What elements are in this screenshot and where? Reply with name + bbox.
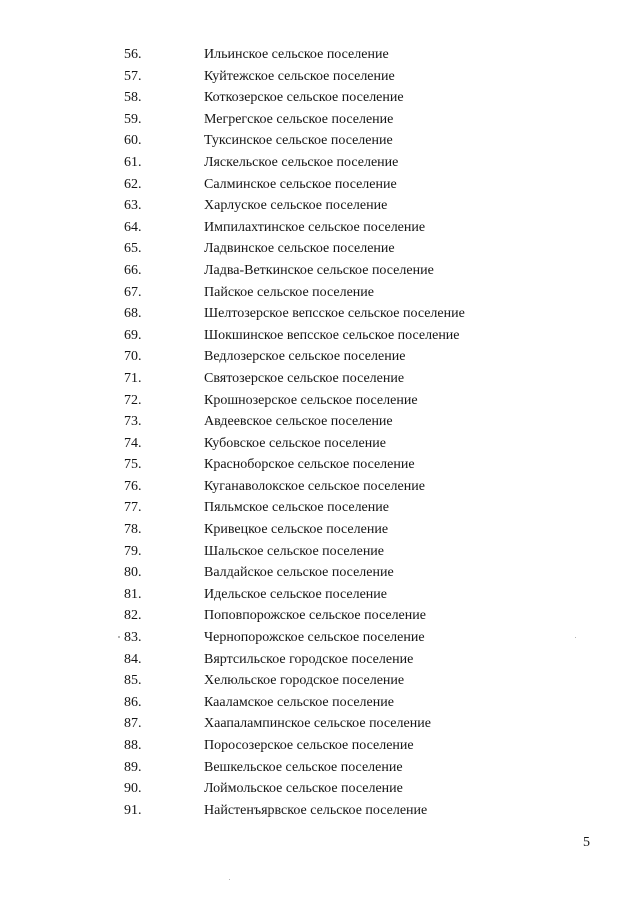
list-item [0, 195, 640, 217]
settlement-name: Кааламское сельское поселение [204, 694, 394, 710]
item-number: 66. [124, 262, 142, 278]
item-number: 57. [124, 68, 142, 84]
list-item [0, 476, 640, 498]
list-item [0, 130, 640, 152]
item-number: 80. [124, 565, 142, 581]
settlement-name: Ладва-Веткинское сельское поселение [204, 262, 434, 278]
settlement-name: Ильинское сельское поселение [204, 47, 389, 62]
list-item [0, 519, 640, 541]
scan-speck [575, 637, 576, 638]
list-item [0, 152, 640, 174]
item-number: 81. [124, 586, 142, 602]
settlement-name: Хелюльское городское поселение [204, 673, 405, 689]
item-number: 63. [124, 198, 142, 214]
item-number: 79. [124, 543, 142, 559]
settlement-name: Пайское сельское поселение [204, 284, 375, 300]
item-number: 82. [124, 608, 142, 624]
list-item [0, 497, 640, 519]
list-item [0, 282, 640, 304]
item-number: 73. [124, 414, 142, 430]
list-item [0, 757, 640, 779]
list-item [0, 735, 640, 757]
item-number: 90. [124, 781, 142, 797]
item-number: 65. [124, 241, 142, 257]
list-item [0, 692, 640, 714]
item-number: 74. [124, 435, 142, 451]
list-item [0, 390, 640, 412]
settlement-name: Вешкельское сельское поселение [204, 759, 403, 775]
settlement-name: Красноборское сельское поселение [204, 457, 415, 473]
settlement-name: Коткозерское сельское поселение [204, 90, 404, 106]
settlement-name: Авдеевское сельское поселение [204, 414, 393, 430]
item-number: 72. [124, 392, 142, 408]
settlement-name: Найстенъярвское сельское поселение [204, 802, 428, 818]
item-number: 58. [124, 90, 142, 106]
settlement-name: Валдайское сельское поселение [204, 565, 394, 581]
list-item [0, 44, 640, 66]
list-item [0, 174, 640, 196]
settlement-name: Ведлозерское сельское поселение [204, 349, 406, 365]
settlement-name: Вяртсильское городское поселение [204, 651, 414, 667]
scan-speck [229, 879, 230, 880]
item-number: 60. [124, 133, 142, 149]
settlement-name: Поповпорожское сельское поселение [204, 608, 426, 624]
settlement-list [0, 44, 640, 821]
list-item [0, 217, 640, 239]
page-number: 5 [583, 835, 590, 850]
list-item [0, 238, 640, 260]
item-number: 64. [124, 219, 142, 235]
list-item [0, 778, 640, 800]
item-number: 67. [124, 284, 142, 300]
item-number: 86. [124, 694, 142, 710]
list-item [0, 454, 640, 476]
list-item [0, 713, 640, 735]
item-number: 87. [124, 716, 142, 732]
settlement-name: Шальское сельское поселение [204, 543, 385, 559]
item-number: 75. [124, 457, 142, 473]
settlement-name: Ляскельское сельское поселение [204, 154, 399, 170]
scan-speck [118, 636, 120, 638]
list-item [0, 670, 640, 692]
item-number: 69. [124, 327, 142, 343]
settlement-name: Идельское сельское поселение [204, 586, 388, 602]
settlement-name: Мегрегское сельское поселение [204, 111, 394, 127]
list-item [0, 325, 640, 347]
item-number: 70. [124, 349, 142, 365]
settlement-name: Лоймольское сельское поселение [204, 781, 403, 797]
settlement-name: Туксинское сельское поселение [204, 133, 393, 149]
list-item [0, 87, 640, 109]
settlement-name: Куйтежское сельское поселение [204, 68, 395, 84]
settlement-name: Шелтозерское вепсское сельское поселение [204, 306, 465, 322]
item-number: 61. [124, 154, 142, 170]
item-number: 85. [124, 673, 142, 689]
list-item [0, 411, 640, 433]
list-item [0, 605, 640, 627]
item-number: 88. [124, 738, 142, 753]
settlement-name: Шокшинское вепсское сельское поселение [204, 327, 460, 343]
settlement-name: Кубовское сельское поселение [204, 435, 386, 451]
list-item [0, 368, 640, 390]
item-number: 77. [124, 500, 142, 516]
settlement-name: Импилахтинское сельское поселение [204, 219, 426, 235]
settlement-name: Крошнозерское сельское поселение [204, 392, 418, 408]
settlement-name: Кривецкое сельское поселение [204, 522, 389, 538]
item-number: 78. [124, 522, 142, 538]
item-number: 71. [124, 370, 142, 386]
list-item [0, 303, 640, 325]
list-item [0, 541, 640, 563]
item-number: 89. [124, 759, 142, 775]
settlement-name: Куганаволокское сельское поселение [204, 478, 425, 494]
list-item [0, 260, 640, 282]
item-number: 91. [124, 802, 142, 818]
list-item [0, 627, 640, 649]
settlement-name: Хаапалампинское сельское поселение [204, 716, 431, 732]
item-number: 68. [124, 306, 142, 322]
settlement-name: Чернопорожское сельское поселение [204, 630, 425, 646]
item-number: 76. [124, 478, 142, 494]
item-number: 56. [124, 47, 142, 62]
settlement-name: Харлуское сельское поселение [204, 198, 388, 214]
list-item [0, 584, 640, 606]
list-item [0, 800, 640, 822]
list-item [0, 109, 640, 131]
settlement-name: Поросозерское сельское поселение [204, 738, 414, 753]
item-number: 59. [124, 111, 142, 127]
settlement-name: Ладвинское сельское поселение [204, 241, 395, 257]
list-item [0, 649, 640, 671]
item-number: 84. [124, 651, 142, 667]
settlement-name: Пяльмское сельское поселение [204, 500, 389, 516]
item-number: 62. [124, 176, 142, 192]
item-number: 83. [124, 630, 142, 646]
list-item [0, 562, 640, 584]
list-item [0, 66, 640, 88]
list-item [0, 346, 640, 368]
list-item [0, 433, 640, 455]
settlement-name: Салминское сельское поселение [204, 176, 397, 192]
settlement-name: Святозерское сельское поселение [204, 370, 405, 386]
